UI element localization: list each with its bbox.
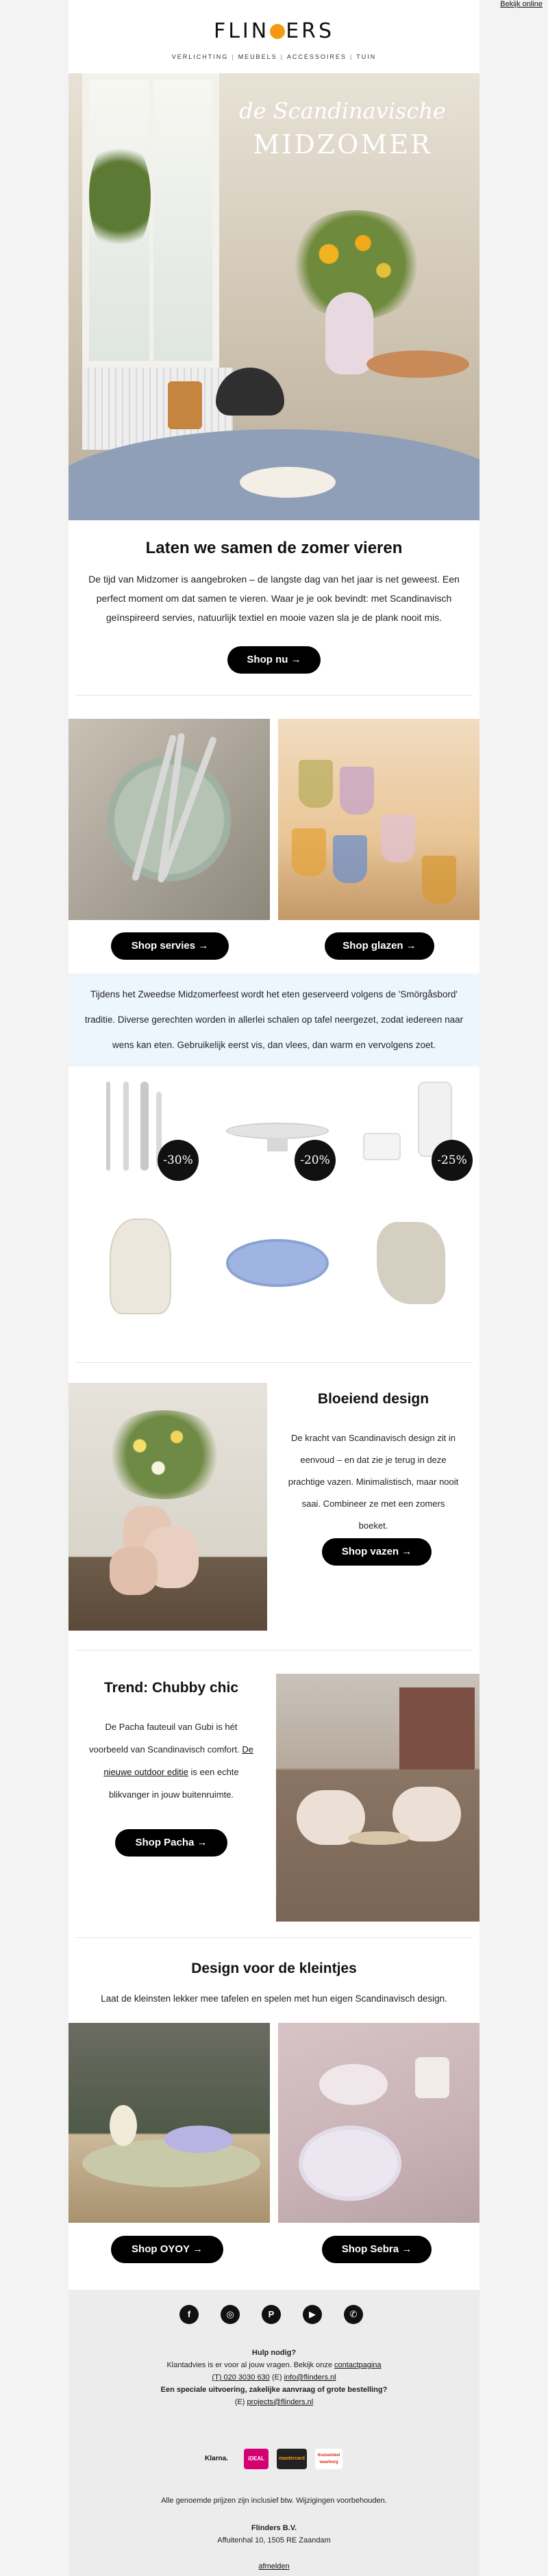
discount-badge: -20% bbox=[295, 1140, 336, 1181]
shop-oyoy-button[interactable]: Shop OYOY → bbox=[111, 2236, 223, 2263]
ideal-logo: iDEAL bbox=[244, 2449, 269, 2469]
product-carafe[interactable] bbox=[349, 1075, 473, 1184]
contact-page-link[interactable]: contactpagina bbox=[334, 2361, 382, 2369]
chubby-text: De Pacha fauteuil van Gubi is hét voorbeeld van Scandinavisch comfort. De nieuwe outdoor editie is een echte blikvanger in jouw buitenruimte. bbox=[89, 1722, 253, 1800]
vases-image[interactable] bbox=[68, 1383, 267, 1631]
thuiswinkel-logo: thuiswinkel waarborg bbox=[315, 2449, 342, 2469]
product-cake-stand[interactable] bbox=[212, 1075, 336, 1184]
product-cutlery[interactable] bbox=[75, 1075, 199, 1184]
email-column bbox=[68, 0, 480, 2576]
pacha-chair-image[interactable] bbox=[276, 1674, 480, 1922]
klarna-logo: Klarna. bbox=[205, 2455, 228, 2462]
youtube-icon[interactable]: ▶ bbox=[303, 2305, 322, 2324]
company-address: Affuitenhal 10, 1505 RE Zaandam bbox=[217, 2536, 331, 2545]
shop-pacha-button[interactable]: Shop Pacha → bbox=[115, 1829, 227, 1857]
product-vase[interactable] bbox=[75, 1212, 199, 1321]
footer bbox=[68, 2290, 480, 2576]
view-online-link[interactable]: Bekijk online bbox=[500, 0, 543, 8]
hero-image[interactable] bbox=[68, 73, 480, 520]
special-title: Een speciale uitvoering, zakelijke aanvraag of grote bestelling? bbox=[160, 2386, 388, 2394]
view-online-bar bbox=[500, 0, 543, 8]
intro-title: Laten we samen de zomer vieren bbox=[145, 539, 403, 557]
nav-accessoires[interactable]: ACCESSOIRES bbox=[286, 53, 347, 60]
email-link[interactable]: info@flinders.nl bbox=[284, 2373, 336, 2382]
instagram-icon[interactable]: ◎ bbox=[221, 2305, 240, 2324]
oyoy-image[interactable] bbox=[68, 2023, 270, 2223]
product-napkin[interactable] bbox=[349, 1212, 473, 1321]
help-title: Hulp nodig? bbox=[251, 2349, 297, 2357]
smorgasbord-text: Tijdens het Zweedse Midzomerfeest wordt het eten geserveerd volgens de 'Smörgåsbord' traditie. Diverse gerechten worden in allerlei schalen op tafel neergezet, zodat iedereen naar wens kan eten. Gebruikelijk eerst vis, dan vlees, dan warm en vervolgens zoet. bbox=[84, 989, 464, 1050]
logo-dot-icon bbox=[270, 24, 285, 39]
discount-badge: -30% bbox=[158, 1140, 199, 1181]
pinterest-icon[interactable]: P bbox=[262, 2305, 281, 2324]
discount-badge: -25% bbox=[432, 1140, 473, 1181]
flinders-logo[interactable]: FLIN ERS bbox=[213, 19, 335, 43]
divider bbox=[75, 1362, 473, 1363]
facebook-icon[interactable]: f bbox=[179, 2305, 199, 2324]
servies-image[interactable] bbox=[68, 719, 270, 920]
shop-vazen-button[interactable]: Shop vazen → bbox=[322, 1538, 432, 1566]
sebra-image[interactable] bbox=[278, 2023, 480, 2223]
hero-title: MIDZOMER bbox=[253, 129, 432, 160]
smorgasbord-info bbox=[68, 973, 480, 1067]
mastercard-logo: mastercard bbox=[277, 2449, 307, 2469]
intro-text: De tijd van Midzomer is aangebroken – de langste dag van het jaar is net geweest. Een perfect moment om dat samen te vieren. Waar je je ook bevindt: met Scandinavisch geïnspireerd servies, natuurlijk textiel en mooie vazen sla je de plank nooit mis. bbox=[88, 574, 460, 623]
nav-meubels[interactable]: MEUBELS bbox=[238, 53, 277, 60]
glazen-image[interactable] bbox=[278, 719, 480, 920]
nav-verlichting[interactable]: VERLICHTING bbox=[171, 53, 229, 60]
bloeiend-title: Bloeiend design bbox=[317, 1391, 429, 1407]
shop-nu-button[interactable]: Shop nu → bbox=[227, 646, 321, 674]
help-text: Klantadvies is er voor al jouw vragen. Bekijk onze contactpagina bbox=[166, 2361, 382, 2369]
chubby-title: Trend: Chubby chic bbox=[103, 1680, 238, 1696]
top-nav: VERLICHTING | MEUBELS | ACCESSOIRES | TUIN bbox=[171, 53, 377, 60]
bloeiend-text: De kracht van Scandinavisch design zit in eenvoud – en dat zie je terug in deze prachtige vazen. Minimalistisch, maar nooit saai. Combineer ze met een zomers boeket. bbox=[288, 1433, 459, 1531]
projects-email-link[interactable]: projects@flinders.nl bbox=[247, 2398, 314, 2406]
phone-link[interactable]: (T) 020 3030 630 bbox=[212, 2373, 270, 2382]
nav-tuin[interactable]: TUIN bbox=[356, 53, 377, 60]
hero-subtitle: de Scandinavische bbox=[239, 98, 446, 124]
product-blue-bowl[interactable] bbox=[212, 1212, 336, 1321]
divider bbox=[75, 695, 473, 696]
outdoor-edition-link[interactable]: De nieuwe outdoor editie bbox=[103, 1744, 253, 1777]
kids-text: Laat de kleinsten lekker mee tafelen en spelen met hun eigen Scandinavisch design. bbox=[101, 1993, 447, 2004]
kids-title: Design voor de kleintjes bbox=[191, 1961, 357, 1976]
divider bbox=[75, 1937, 473, 1938]
shop-servies-button[interactable]: Shop servies → bbox=[111, 932, 229, 960]
disclaimer: Alle genoemde prijzen zijn inclusief btw. Wijzigingen voorbehouden. bbox=[161, 2497, 387, 2505]
shop-glazen-button[interactable]: Shop glazen → bbox=[325, 932, 434, 960]
whatsapp-icon[interactable]: ✆ bbox=[344, 2305, 363, 2324]
company-name: Flinders B.V. bbox=[251, 2524, 297, 2532]
projects-line: (E) projects@flinders.nl bbox=[234, 2398, 314, 2406]
unsubscribe-link[interactable]: afmelden bbox=[258, 2562, 290, 2571]
contact-line: (T) 020 3030 630 (E) info@flinders.nl bbox=[212, 2373, 336, 2382]
shop-sebra-button[interactable]: Shop Sebra → bbox=[322, 2236, 432, 2263]
